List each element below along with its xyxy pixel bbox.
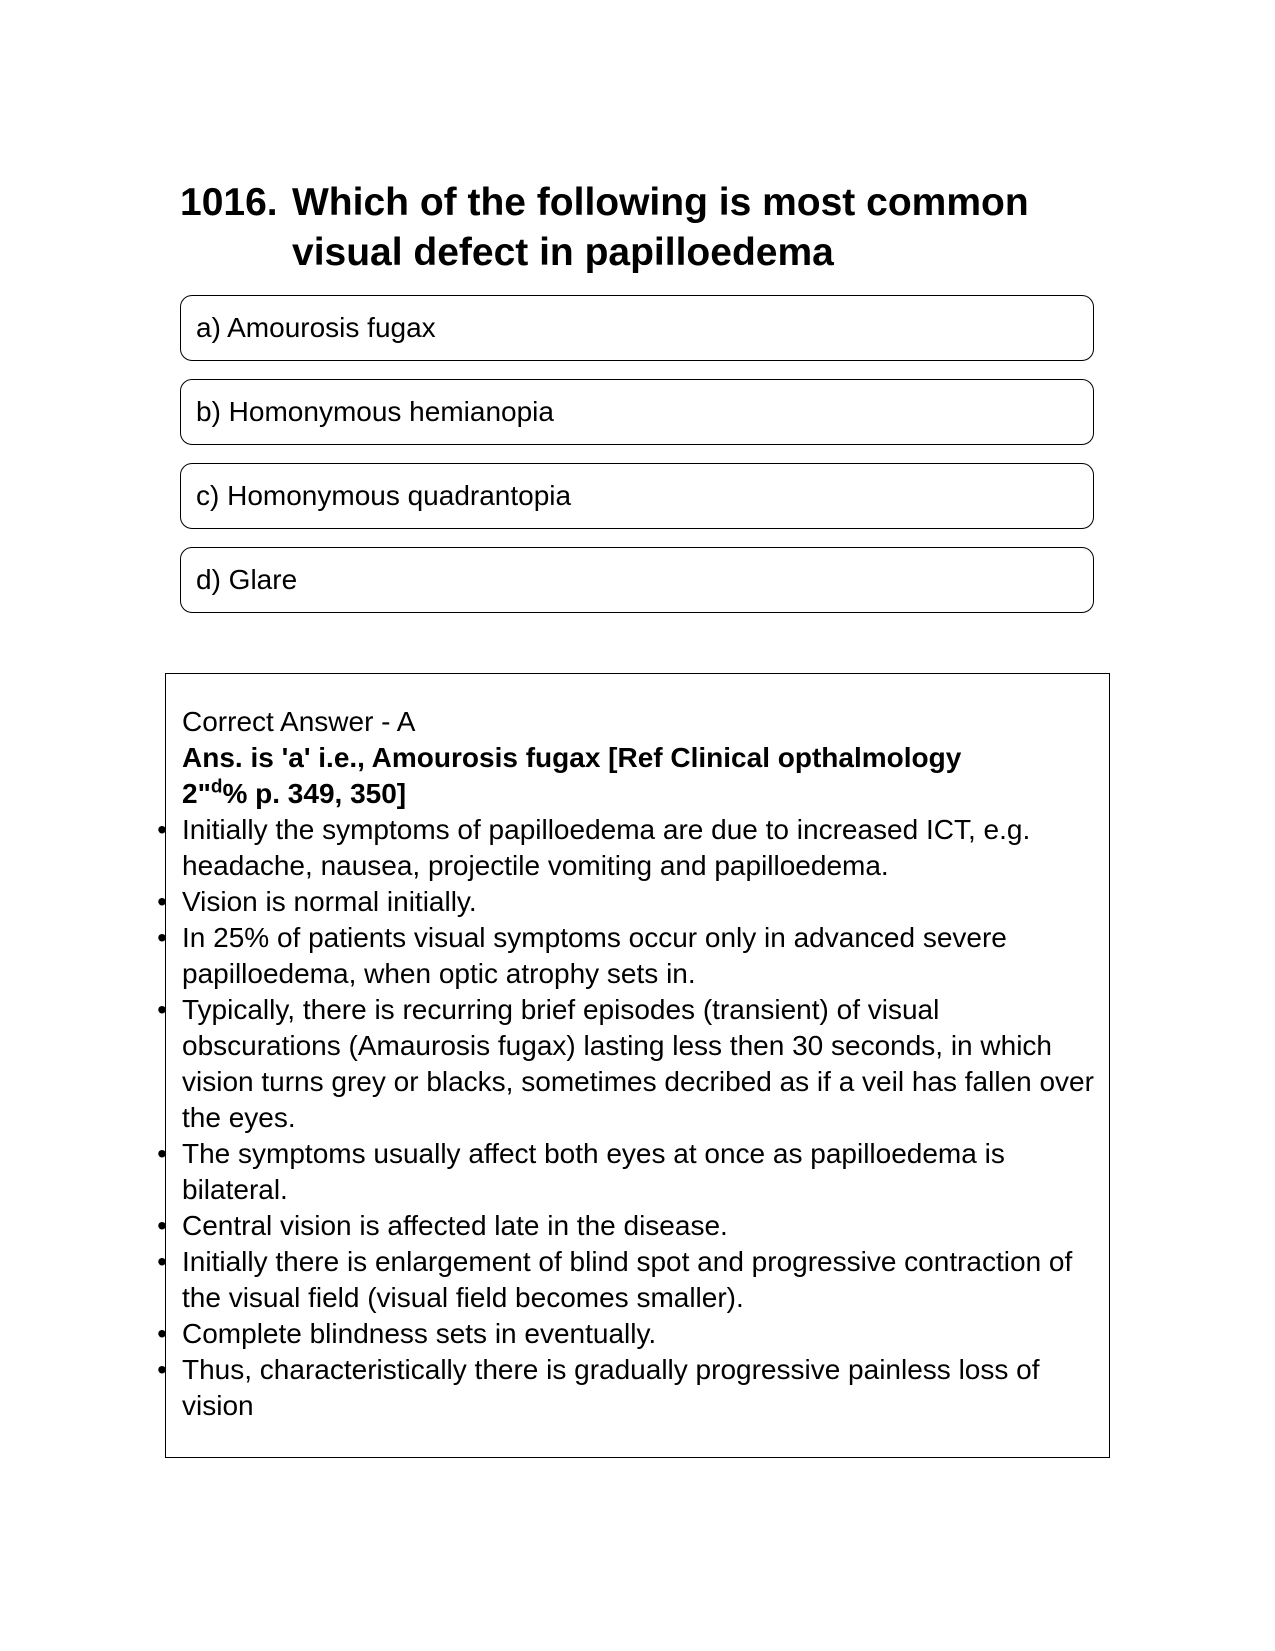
bullet-icon: • xyxy=(157,1318,167,1349)
list-item xyxy=(157,992,1097,1136)
answer-explanation-box xyxy=(157,673,1110,1458)
explanation-list xyxy=(157,812,1097,1424)
list-item xyxy=(157,812,1097,884)
list-item-text: Vision is normal initially. xyxy=(182,886,477,917)
answer-heading xyxy=(182,740,1097,812)
list-item xyxy=(157,1316,1097,1352)
list-item xyxy=(157,884,1097,920)
list-item-text: Initially there is enlargement of blind spot and progressive contraction of the visual field (visual field becomes smaller). xyxy=(182,1246,1073,1313)
bullet-icon: • xyxy=(157,922,167,953)
list-item-text: The symptoms usually affect both eyes at once as papilloedema is bilateral. xyxy=(182,1138,1005,1205)
list-item-text: Initially the symptoms of papilloedema are due to increased ICT, e.g. headache, nausea, projectile vomiting and papilloedema. xyxy=(182,814,1031,881)
list-item xyxy=(157,920,1097,992)
bullet-icon: • xyxy=(157,1246,167,1277)
list-item xyxy=(157,1208,1097,1244)
answer-heading-line1: Ans. is 'a' i.e., Amourosis fugax [Ref Clinical opthalmology xyxy=(182,742,962,773)
answer-heading-pre: 2" xyxy=(182,778,211,809)
list-item-text: In 25% of patients visual symptoms occur only in advanced severe papilloedema, when optic atrophy sets in. xyxy=(182,922,1007,989)
bullet-icon: • xyxy=(157,1210,167,1241)
option-b[interactable]: b) Homonymous hemianopia xyxy=(180,379,1094,445)
answer-heading-sup: d xyxy=(210,776,223,798)
bullet-icon: • xyxy=(157,1354,167,1385)
question-heading xyxy=(180,178,1100,278)
bullet-icon: • xyxy=(157,814,167,845)
list-item-text: Complete blindness sets in eventually. xyxy=(182,1318,657,1349)
bullet-icon: • xyxy=(157,1138,167,1169)
option-c[interactable]: c) Homonymous quadrantopia xyxy=(180,463,1094,529)
answer-heading-post: % p. 349, 350] xyxy=(222,778,407,809)
list-item-text: Central vision is affected late in the disease. xyxy=(182,1210,728,1241)
option-d[interactable]: d) Glare xyxy=(180,547,1094,613)
list-item-text: Thus, characteristically there is gradually progressive painless loss of vision xyxy=(182,1354,1040,1421)
correct-answer: Correct Answer - A xyxy=(182,706,416,737)
question-text: Which of the following is most common visual defect in papilloedema xyxy=(292,181,1029,274)
list-item-text: Typically, there is recurring brief episodes (transient) of visual obscurations (Amaurosis fugax) lasting less then 30 seconds, in which vision turns grey or blacks, sometimes decribed as if a veil has fallen over the eyes. xyxy=(182,994,1094,1133)
bullet-icon: • xyxy=(157,886,167,917)
option-a[interactable]: a) Amourosis fugax xyxy=(180,295,1094,361)
list-item xyxy=(157,1136,1097,1208)
list-item xyxy=(157,1352,1097,1424)
question-number: 1016. xyxy=(180,181,278,224)
list-item xyxy=(157,1244,1097,1316)
bullet-icon: • xyxy=(157,994,167,1025)
